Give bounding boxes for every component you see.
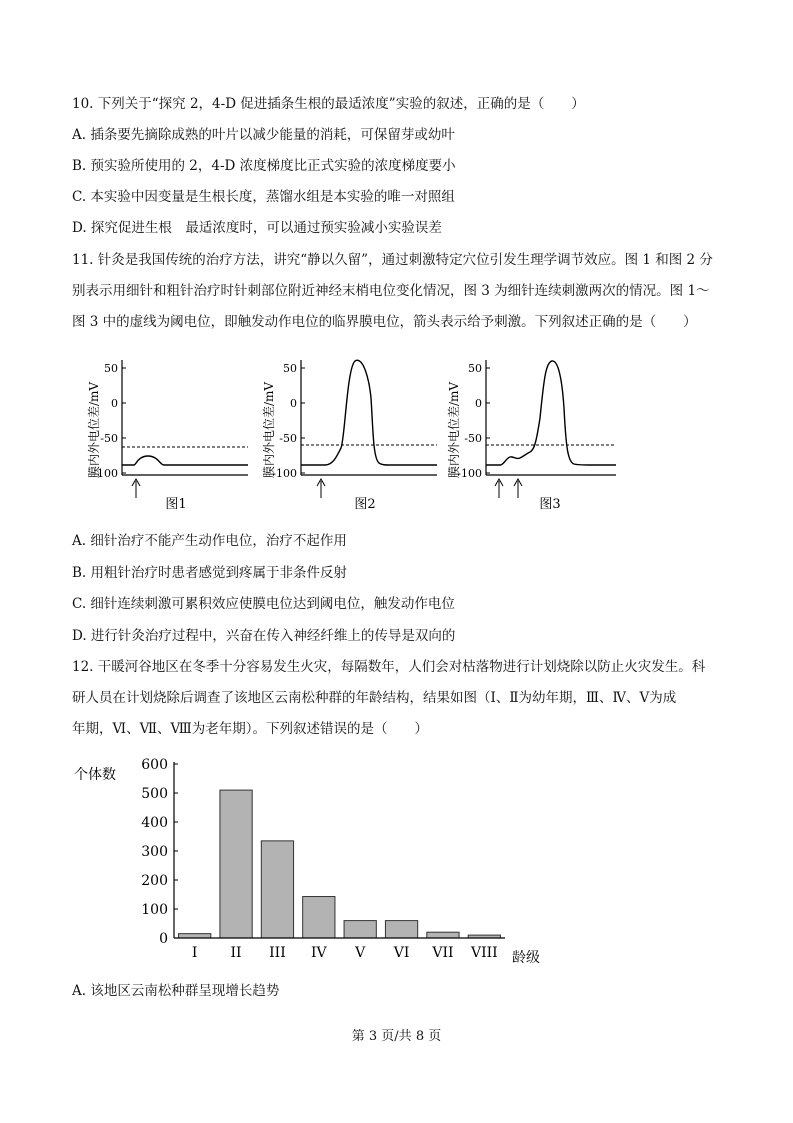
q10-option-c: C. 本实验中因变量是生根长度，蒸馏水组是本实验的唯一对照组: [72, 189, 455, 205]
q11-stem-line1: 11. 针灸是我国传统的治疗方法，讲究“静以久留”，通过刺激特定穴位引发生理学调节效应。图 1 和图 2 分: [72, 252, 713, 268]
fig3-tick-0: 0: [475, 397, 482, 410]
y-tick-label: 100: [141, 902, 168, 918]
q12-stem-line3: 年期，Ⅵ、Ⅶ、Ⅷ为老年期）。下列叙述错误的是（ ）: [72, 721, 429, 737]
bar-vi: [385, 921, 417, 938]
bar-ii: [220, 790, 252, 938]
q11-option-d: D. 进行针灸治疗过程中，兴奋在传入神经纤维上的传导是双向的: [72, 628, 456, 644]
x-tick-label: II: [230, 945, 242, 961]
fig2-tick-0: 0: [290, 397, 297, 410]
q12-option-a: A. 该地区云南松种群呈现增长趋势: [72, 983, 280, 999]
bar-iii: [261, 841, 293, 938]
fig2-tick-minus50: -50: [279, 432, 297, 445]
q11-option-a: A. 细针治疗不能产生动作电位，治疗不起作用: [72, 533, 347, 549]
figure-1: [60, 348, 255, 518]
q11-option-c: C. 细针连续刺激可累积效应使膜电位达到阈电位，触发动作电位: [72, 596, 455, 612]
q10-stem: 10. 下列关于“探究 2，4-D 促进插条生根的最适浓度”实验的叙述，正确的是（ ）: [72, 96, 585, 112]
x-tick-label: VIII: [470, 945, 498, 961]
q11-option-b: B. 用粗针治疗时患者感觉到疼属于非条件反射: [72, 565, 348, 581]
y-tick-label: 500: [141, 786, 168, 802]
x-tick-label: VII: [432, 945, 454, 961]
bar-iv: [303, 897, 335, 938]
chart-ylabel: 个体数: [74, 767, 116, 783]
fig3-caption: 图3: [539, 497, 561, 512]
q10-option-b: B. 预实验所使用的 2，4-D 浓度梯度比正式实验的浓度梯度要小: [72, 158, 456, 174]
figure-3: [440, 348, 635, 518]
y-tick-label: 200: [141, 873, 168, 889]
fig1-tick-minus50: -50: [100, 432, 118, 445]
action-potential-curve: [301, 360, 437, 465]
q10-option-d: D. 探究促进生根 最适浓度时，可以通过预实验减小实验误差: [72, 220, 442, 236]
q12-stem-line1: 12. 干暖河谷地区在冬季十分容易发生火灾，每隔数年，人们会对枯落物进行计划烧除以防止火灾发生。科: [72, 659, 706, 675]
x-tick-label: VI: [393, 945, 410, 961]
membrane-potential-curve: [122, 456, 248, 465]
y-tick-label: 300: [141, 844, 168, 860]
chart-xlabel: 龄级: [512, 950, 540, 966]
fig1-caption: 图1: [165, 497, 187, 512]
x-tick-label: IV: [310, 945, 327, 961]
figure-2: [255, 348, 450, 518]
summation-curve: [486, 361, 616, 465]
x-tick-label: III: [269, 945, 286, 961]
page-footer: 第 3 页/共 8 页: [351, 1029, 442, 1044]
q11-stem-line3: 图 3 中的虚线为阈电位，即触发动作电位的临界膜电位，箭头表示给予刺激。下列叙述正确的是（ ）: [72, 314, 697, 330]
bar-i: [179, 934, 211, 938]
y-tick-label: 0: [159, 931, 168, 947]
fig3-tick-50: 50: [468, 362, 482, 375]
q10-option-a: A. 插条要先摘除成熟的叶片以减少能量的消耗，可保留芽或幼叶: [72, 127, 455, 143]
x-tick-label: I: [191, 945, 198, 961]
fig2-caption: 图2: [354, 497, 376, 512]
bar-v: [344, 921, 376, 938]
fig2-ylabel: 膜内外电位差/mV: [262, 381, 276, 479]
age-structure-chart: [60, 750, 560, 970]
y-tick-label: 400: [141, 815, 168, 831]
fig3-tick-minus100: -100: [457, 467, 482, 480]
fig1-tick-minus100: -100: [93, 467, 118, 480]
bar-vii: [427, 932, 459, 938]
y-tick-label: 600: [141, 757, 168, 773]
fig3-tick-minus50: -50: [464, 432, 482, 445]
fig3-ylabel: 膜内外电位差/mV: [447, 381, 461, 479]
x-tick-label: V: [355, 945, 366, 961]
fig1-tick-0: 0: [111, 397, 118, 410]
q12-stem-line2: 研人员在计划烧除后调查了该地区云南松种群的年龄结构，结果如图（Ⅰ、Ⅱ为幼年期，Ⅲ、Ⅳ、Ⅴ为成: [72, 690, 677, 706]
fig1-ylabel: 膜内外电位差/mV: [87, 381, 101, 479]
fig2-tick-50: 50: [283, 362, 297, 375]
q11-stem-line2: 别表示用细针和粗针治疗时针刺部位附近神经末梢电位变化情况，图 3 为细针连续刺激两次的情况。图 1～: [72, 283, 710, 299]
fig1-tick-50: 50: [104, 362, 118, 375]
fig2-tick-minus100: -100: [272, 467, 297, 480]
